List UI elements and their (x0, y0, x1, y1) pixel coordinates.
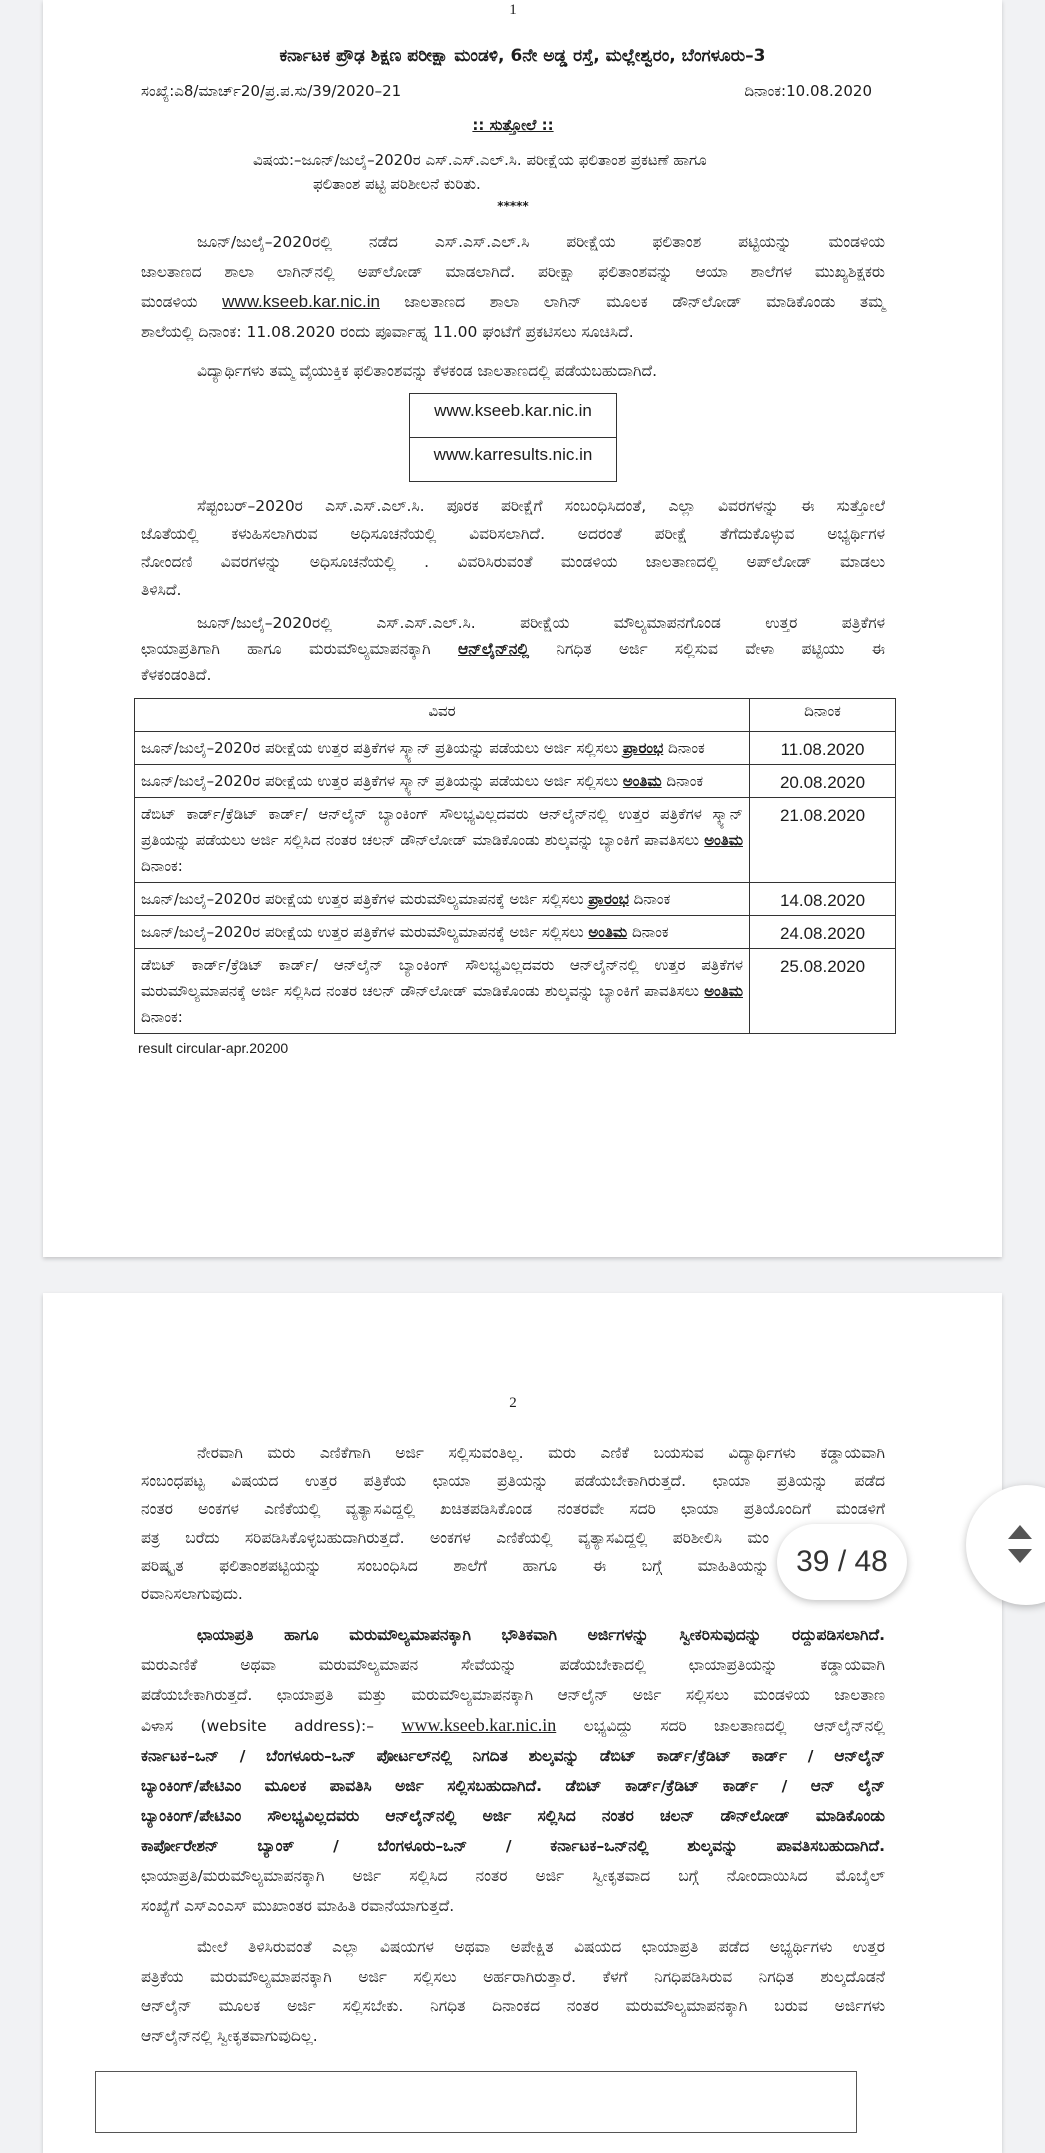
paragraph (141, 492, 885, 604)
table-row (135, 949, 896, 1034)
text-segment: ದಿನಾಂಕ (628, 890, 671, 908)
website-link[interactable]: www.kseeb.kar.nic.in (410, 394, 616, 438)
text-segment: ಲಭ್ಯವಿದ್ದು ಸದರಿ ಜಾಲತಾಣದಲ್ಲಿ ಆನ್‌ಲೈನ್‌ನಲ್ಲಿ (556, 1717, 886, 1736)
paragraph (141, 1620, 885, 1921)
text-line (141, 1801, 885, 1831)
emphasized-text: ಆನ್‌ಲೈನ್‌ನಲ್ಲಿ (457, 640, 530, 658)
emphasized-text: ಪ್ರಾರಂಭ (588, 890, 629, 908)
text-line (141, 1710, 885, 1741)
paragraph (141, 1933, 885, 2051)
text-line (141, 1580, 885, 1608)
text-segment: ಜಾಲತಾಣದ ಶಾಲಾ ಲಾಗಿನ್ ಮೂಲಕ ಡೌನ್‌ಲೋಡ್ ಮಾಡಿಕೊಂಡು ತಮ್ಮ (379, 293, 885, 311)
row-description (135, 949, 750, 1034)
text-line (141, 1495, 885, 1523)
text-segment: ದಿನಾಂಕ (627, 923, 669, 941)
row-date: 14.08.2020 (750, 883, 896, 916)
text-line (141, 1741, 885, 1771)
text-line (141, 228, 885, 258)
text-line (141, 548, 885, 576)
row-description (135, 916, 750, 949)
document-title: ಕರ್ನಾಟಕ ಪ್ರೌಢ ಶಿಕ್ಷಣ ಪರೀಕ್ಷಾ ಮಂಡಳಿ, 6ನೇ ಅಡ್ಡ ರಸ್ತೆ, ಮಲ್ಲೇಶ್ವರಂ, ಬೆಂಗಳೂರು–3 (279, 46, 766, 66)
text-segment: ನಂತರ ಅಂಕಗಳ ಎಣಿಕೆಯಲ್ಲಿ ವ್ಯತ್ಯಾಸವಿದ್ದಲ್ಲಿ ಖಚಿತಪಡಿಸಿಕೊಂಡ ನಂತರವೇ ಸದರಿ ಛಾಯಾ ಪ್ರತಿಯೊಂದಿಗೆ ಮಂಡಳಿಗೆ (141, 1500, 885, 1519)
page-number: 1 (509, 2, 517, 18)
text-segment: ಶಾಲೆಯಲ್ಲಿ ದಿನಾಂಕ: 11.08.2020 ರಂದು ಪೂರ್ವಾಹ್ನ 11.00 ಘಂಟೆಗೆ ಪ್ರಕಟಿಸಲು ಸೂಚಿಸಿದೆ. (141, 322, 634, 341)
text-line (141, 287, 885, 318)
table-row (135, 883, 896, 916)
text-segment: ಸಂಬಂಧಪಟ್ಟ ವಿಷಯದ ಉತ್ತರ ಪತ್ರಿಕೆಯ ಛಾಯಾ ಪ್ರತಿಯನ್ನು ಪಡೆಯಬೇಕಾಗಿರುತ್ತದೆ. ಛಾಯಾ ಪ್ರತಿಯನ್ನು ಪಡೆದ (141, 1472, 885, 1491)
fee-table-partial (95, 2071, 857, 2133)
text-line (141, 492, 885, 520)
paragraph (141, 359, 885, 383)
row-date: 11.08.2020 (750, 732, 896, 765)
text-segment: ಜೂನ್/ಜುಲೈ–2020ರ ಪರೀಕ್ಷೆಯ ಉತ್ತರ ಪತ್ರಿಕೆಗಳ ಮರುಮೌಲ್ಯಮಾಪನಕ್ಕೆ ಅರ್ಜಿ ಸಲ್ಲಿಸಲು (141, 923, 589, 941)
emphasized-text: ಅಂತಿಮ (622, 772, 662, 790)
text-line (141, 318, 885, 348)
paragraph (141, 228, 885, 347)
circular-date: ದಿನಾಂಕ:10.08.2020 (744, 82, 872, 100)
paragraph (141, 1439, 888, 1608)
separator-stars: ***** (497, 199, 529, 213)
table-row (135, 798, 896, 883)
column-header-date: ದಿನಾಂಕ (750, 699, 896, 732)
text-segment: ಮೇಲೆ ತಿಳಿಸಿರುವಂತೆ ಎಲ್ಲಾ ವಿಷಯಗಳ ಅಥವಾ ಅಪೇಕ್ಷಿತ ವಿಷಯದ ಛಾಯಾಪ್ರತಿ ಪಡೆದ ಅಭ್ಯರ್ಥಿಗಳು ಉತ್ತರ (197, 1938, 885, 1957)
reference-row (141, 80, 885, 102)
text-segment: ಆನ್‌ಲೈನ್ ಮೂಲಕ ಅರ್ಜಿ ಸಲ್ಲಿಸಬೇಕು. ನಿಗಧಿತ ದಿನಾಂಕದ ನಂತರ ಮರುಮೌಲ್ಯಮಾಪನಕ್ಕಾಗಿ ಬರುವ ಅರ್ಜಿಗಳು (141, 1997, 885, 2016)
text-line (141, 258, 885, 288)
text-segment: ದಿನಾಂಕ: (141, 857, 183, 875)
websites-box (409, 393, 617, 482)
text-segment: ಜೂನ್/ಜುಲೈ–2020ರಲ್ಲಿ ನಡೆದ ಎಸ್.ಎಸ್.ಎಲ್.ಸಿ ಪರೀಕ್ಷೆಯ ಫಲಿತಾಂಶ ಪಟ್ಟಿಯನ್ನು ಮಂಡಳಿಯ (197, 233, 885, 251)
text-line (141, 1933, 885, 1963)
table-row (135, 916, 896, 949)
text-segment: ಸೆಪ್ಟಂಬರ್–2020ರ ಎಸ್.ಎಸ್.ಎಲ್.ಸಿ. ಪೂರಕ ಪರೀಕ್ಷೆಗೆ ಸಂಬಂಧಿಸಿದಂತೆ, ಎಲ್ಲಾ ವಿವರಗಳನ್ನು ಈ ಸುತ್ತೋಲೆ (197, 497, 885, 515)
text-segment: ಜೂನ್/ಜುಲೈ–2020ರ ಪರೀಕ್ಷೆಯ ಉತ್ತರ ಪತ್ರಿಕೆಗಳ ಸ್ಕ್ಯಾನ್ ಪ್ರತಿಯನ್ನು ಪಡೆಯಲು ಅರ್ಜಿ ಸಲ್ಲಿಸಲು (141, 739, 623, 757)
text-segment: ಪಡೆಯಬೇಕಾಗಿರುತ್ತದೆ. ಛಾಯಾಪ್ರತಿ ಮತ್ತು ಮರುಮೌಲ್ಯಮಾಪನಕ್ಕಾಗಿ ಆನ್‌ಲೈನ್ ಅರ್ಜಿ ಸಲ್ಲಿಸಲು ಮಂಡಳಿಯ ಜಾಲತಾಣ (141, 1686, 885, 1705)
text-segment: ಡೆಬಿಟ್ ಕಾರ್ಡ್/ಕ್ರೆಡಿಟ್ ಕಾರ್ಡ್/ ಆನ್‌ಲೈನ್ ಬ್ಯಾಂಕಿಂಗ್ ಸೌಲಭ್ಯವಿಲ್ಲದವರು ಆನ್‌ಲೈನ್‌ನಲ್ಲಿ ಉತ್ತರ ಪತ್ರಿಕೆಗಳ ಮರುಮೌಲ್ಯಮಾಪನಕ್ಕೆ ಅರ್ಜಿ ಸಲ್ಲಿಸಿದ ನಂತರ ಚಲನ್ ಡೌನ್‌ಲೋಡ್ ಮಾಡಿಕೊಂಡು ಶುಲ್ಕವನ್ನು ಬ್ಯಾಂಕಿಗೆ ಪಾವತಿಸಲು (141, 956, 743, 1000)
circular-heading (141, 114, 885, 136)
text-segment: ದಿನಾಂಕ (663, 739, 705, 757)
text-segment: ಬ್ಯಾಂಕಿಂಗ್/ಪೇಟಿಎಂ ಮೂಲಕ ಪಾವತಿಸಿ ಅರ್ಜಿ ಸಲ್ಲಿಸಬಹುದಾಗಿದೆ. ಡೆಬಿಟ್ ಕಾರ್ಡ್/ಕ್ರೆಡಿಟ್ ಕಾರ್ಡ್ / ಆನ್ ಲೈನ್ (141, 1777, 885, 1796)
page-indicator: 39 / 48 (777, 1524, 907, 1600)
text-segment: ಪತ್ರ ಬರೆದು ಸರಿಪಡಿಸಿಕೊಳ್ಳಬಹುದಾಗಿರುತ್ತದೆ. ಅಂಕಗಳ ಎಣಿಕೆಯಲ್ಲಿ ವ್ಯತ್ಯಾಸವಿದ್ದಲ್ಲಿ ಪರಿಶೀಲಿಸಿ ಮಂ (141, 1528, 769, 1547)
text-line (141, 1467, 885, 1495)
text-line (141, 1831, 885, 1861)
text-segment: ಛಾಯಾಪ್ರತಿ ಹಾಗೂ ಮರುಮೌಲ್ಯಮಾಪನಕ್ಕಾಗಿ ಭೌತಿಕವಾಗಿ ಅರ್ಜಿಗಳನ್ನು ಸ್ವೀಕರಿಸುವುದನ್ನು ರದ್ದುಪಡಿಸಲಾಗಿದೆ. (197, 1626, 885, 1645)
website-link[interactable]: www.kseeb.kar.nic.in (222, 292, 380, 311)
row-date: 25.08.2020 (750, 949, 896, 1034)
row-description (135, 732, 750, 765)
text-segment: ಪತ್ರಿಕೆಯ ಮರುಮೌಲ್ಯಮಾಪನಕ್ಕಾಗಿ ಅರ್ಜಿ ಸಲ್ಲಿಸಲು ಅರ್ಹರಾಗಿರುತ್ತಾರೆ. ಕೆಳಗೆ ನಿಗಧಿಪಡಿಸಿರುವ ನಿಗಧಿತ ಶುಲ್ಕದೊಡನೆ (141, 1967, 885, 1986)
text-segment: ನಿಗಧಿತ ಅರ್ಜಿ ಸಲ್ಲಿಸುವ ವೇಳಾ ಪಟ್ಟಿಯು ಈ (529, 640, 886, 658)
schedule-table (134, 698, 896, 1034)
text-segment: ಜೂನ್/ಜುಲೈ–2020ರ ಪರೀಕ್ಷೆಯ ಉತ್ತರ ಪತ್ರಿಕೆಗಳ ಸ್ಕ್ಯಾನ್ ಪ್ರತಿಯನ್ನು ಪಡೆಯಲು ಅರ್ಜಿ ಸಲ್ಲಿಸಲು (141, 772, 623, 790)
text-segment: ಸಂಖ್ಯೆಗೆ ಎಸ್‌ಎಂಎಸ್ ಮುಖಾಂತರ ಮಾಹಿತಿ ರವಾನೆಯಾಗುತ್ತದೆ. (141, 1897, 455, 1916)
text-segment: ವಿಳಾಸ (website address):– (141, 1717, 402, 1736)
text-segment: ಛಾಯಾಪ್ರತಿಗಾಗಿ ಹಾಗೂ ಮರುಮೌಲ್ಯಮಾಪನಕ್ಕಾಗಿ (141, 640, 458, 658)
text-line (141, 520, 885, 548)
text-line (141, 1620, 885, 1650)
text-line (141, 576, 885, 604)
website-link[interactable]: www.karresults.nic.in (433, 445, 593, 464)
text-segment: ವಿದ್ಯಾರ್ಥಿಗಳು ತಮ್ಮ ವೈಯುಕ್ತಿಕ ಫಲಿತಾಂಶವನ್ನು ಕೆಳಕಂಡ ಜಾಲತಾಣದಲ್ಲಿ ಪಡೆಯಬಹುದಾಗಿದೆ. (197, 362, 658, 380)
text-line (141, 1771, 885, 1801)
text-segment: ತಿಳಿಸಿದೆ. (141, 581, 182, 599)
subject-line: ವಿಷಯ:–ಜೂನ್/ಜುಲೈ–2020ರ ಎಸ್.ಎಸ್.ಎಲ್.ಸಿ. ಪರೀಕ್ಷೆಯ ಫಲಿತಾಂಶ ಪ್ರಕಟಣೆ ಹಾಗೂ (253, 151, 707, 169)
circular-heading-text: :: ಸುತ್ತೋಲೆ :: (472, 116, 554, 134)
row-description (135, 883, 750, 916)
text-segment: ಪರಿಷ್ಕೃತ ಫಲಿತಾಂಶಪಟ್ಟಿಯನ್ನು ಸಂಬಂಧಿಸಿದ ಶಾಲೆಗೆ ಹಾಗೂ ಈ ಬಗ್ಗೆ ಮಾಹಿತಿಯನ್ನು (141, 1556, 769, 1575)
row-date: 24.08.2020 (750, 916, 896, 949)
subject-line: ಫಲಿತಾಂಶ ಪಟ್ಟಿ ಪರಿಶೀಲನೆ ಕುರಿತು. (313, 175, 481, 193)
text-line (141, 1552, 885, 1580)
text-segment: ರವಾನಿಸಲಾಗುವುದು. (141, 1585, 243, 1604)
text-segment: ಕರ್ನಾಟಕ–ಒನ್ / ಬೆಂಗಳೂರು–ಒನ್ ಪೋರ್ಟಲ್‌ನಲ್ಲಿ ನಿಗದಿತ ಶುಲ್ಕವನ್ನು ಡೆಬಿಟ್ ಕಾರ್ಡ್/ಕ್ರೆಡಿಟ್ ಕಾರ್ಡ್ / ಆನ್‌ಲೈನ್ (141, 1747, 885, 1766)
pdf-page-2 (43, 1293, 1002, 2153)
arrow-up-icon[interactable] (1008, 1525, 1032, 1539)
text-segment: ಡೆಬಿಟ್ ಕಾರ್ಡ್/ಕ್ರೆಡಿಟ್ ಕಾರ್ಡ್/ ಆನ್‌ಲೈನ್ ಬ್ಯಾಂಕಿಂಗ್ ಸೌಲಭ್ಯವಿಲ್ಲದವರು ಆನ್‌ಲೈನ್‌ನಲ್ಲಿ ಉತ್ತರ ಪತ್ರಿಕೆಗಳ ಸ್ಕ್ಯಾನ್ ಪ್ರತಿಯನ್ನು ಪಡೆಯಲು ಅರ್ಜಿ ಸಲ್ಲಿಸಿದ ನಂತರ ಚಲನ್ ಡೌನ್‌ಲೋಡ್ ಮಾಡಿಕೊಂಡು ಶುಲ್ಕವನ್ನು ಬ್ಯಾಂಕಿಗೆ ಪಾವತಿಸಲು (141, 805, 743, 849)
text-segment: ಕೆಳಕಂಡಂತಿದೆ. (141, 666, 212, 684)
text-segment: ಜೂನ್/ಜುಲೈ–2020ರ ಪರೀಕ್ಷೆಯ ಉತ್ತರ ಪತ್ರಿಕೆಗಳ ಮರುಮೌಲ್ಯಮಾಪನಕ್ಕೆ ಅರ್ಜಿ ಸಲ್ಲಿಸಲು (141, 890, 589, 908)
emphasized-text: ಪ್ರಾರಂಭ (622, 739, 664, 757)
paragraph (141, 610, 885, 688)
text-line (141, 662, 885, 688)
text-line (141, 1963, 885, 1993)
text-segment: ಬ್ಯಾಂಕಿಂಗ್/ಪೇಟಿಎಂ ಸೌಲಭ್ಯವಿಲ್ಲದವರು ಆನ್‌ಲೈನ್‌ನಲ್ಲಿ ಅರ್ಜಿ ಸಲ್ಲಿಸಿದ ನಂತರ ಚಲನ್ ಡೌನ್‌ಲೋಡ್ ಮಾಡಿಕೊಂಡು (141, 1807, 885, 1826)
text-line (141, 1439, 885, 1467)
text-segment: ನೋಂದಣಿ ವಿವರಗಳನ್ನು ಅಧಿಸೂಚನೆಯಲ್ಲಿ . ವಿವರಿಸಿರುವಂತೆ ಮಂಡಳಿಯ ಜಾಲತಾಣದಲ್ಲಿ ಅಪ್‌ಲೋಡ್ ಮಾಡಲು (141, 553, 885, 571)
text-segment: ಛಾಯಾಪ್ರತಿ/ಮರುಮೌಲ್ಯಮಾಪನಕ್ಕಾಗಿ ಅರ್ಜಿ ಸಲ್ಲಿಸಿದ ನಂತರ ಅರ್ಜಿ ಸ್ವೀಕೃತವಾದ ಬಗ್ಗೆ ನೋಂದಾಯಿಸಿದ ಮೊಬೈಲ್ (141, 1867, 885, 1886)
text-line (141, 2022, 885, 2052)
text-line (141, 636, 885, 662)
text-segment: ಕಾರ್ಪೋರೇಶನ್ ಬ್ಯಾಂಕ್ / ಬೆಂಗಳೂರು–ಒನ್ / ಕರ್ನಾಟಕ–ಒನ್‌ನಲ್ಲಿ ಶುಲ್ಕವನ್ನು ಪಾವತಿಸಬಹುದಾಗಿದೆ. (141, 1837, 885, 1856)
table-header-row (135, 699, 896, 732)
table-row (135, 732, 896, 765)
row-description (135, 765, 750, 798)
text-line (141, 1680, 885, 1710)
text-line (141, 1992, 885, 2022)
website-link[interactable]: www.kseeb.kar.nic.in (401, 1715, 557, 1736)
emphasized-text: ಅಂತಿಮ (588, 923, 628, 941)
text-segment: ಮಂಡಳಿಯ (141, 293, 223, 311)
text-segment: ನೇರವಾಗಿ ಮರು ಎಣಿಕೆಗಾಗಿ ಅರ್ಜಿ ಸಲ್ಲಿಸುವಂತಿಲ್ಲ. ಮರು ಎಣಿಕೆ ಬಯಸುವ ವಿದ್ಯಾರ್ಥಿಗಳು ಕಡ್ಡಾಯವಾಗಿ (197, 1444, 885, 1462)
text-segment: ಜೊತೆಯಲ್ಲಿ ಕಳುಹಿಸಲಾಗಿರುವ ಅಧಿಸೂಚನೆಯಲ್ಲಿ ವಿವರಿಸಲಾಗಿದೆ. ಅದರಂತೆ ಪರೀಕ್ಷೆ ತೆಗೆದುಕೊಳ್ಳುವ ಅಭ್ಯರ್ಥಿಗಳ (141, 525, 885, 543)
text-segment: ಮರುಎಣಿಕೆ ಅಥವಾ ಮರುಮೌಲ್ಯಮಾಪನ ಸೇವೆಯನ್ನು ಪಡೆಯಬೇಕಾದಲ್ಲಿ ಛಾಯಾಪ್ರತಿಯನ್ನು ಕಡ್ಡಾಯವಾಗಿ (141, 1656, 885, 1675)
text-line (141, 1524, 885, 1552)
page-number: 2 (509, 1395, 517, 1411)
text-line (141, 359, 885, 383)
text-line (141, 1650, 885, 1680)
pdf-page-1 (43, 0, 1002, 1257)
text-line (141, 1861, 885, 1891)
text-segment: ಜೂನ್/ಜುಲೈ–2020ರಲ್ಲಿ ಎಸ್.ಎಸ್.ಎಲ್.ಸಿ. ಪರೀಕ್ಷೆಯ ಮೌಲ್ಯಮಾಪನಗೊಂಡ ಉತ್ತರ ಪತ್ರಿಕೆಗಳ (197, 614, 885, 632)
text-segment: ಆನ್‌ಲೈನ್‌ನಲ್ಲಿ ಸ್ವೀಕೃತವಾಗುವುದಿಲ್ಲ. (141, 2026, 318, 2045)
document-footer: result circular-apr.20200 (138, 1040, 289, 1056)
text-segment: ದಿನಾಂಕ: (141, 1008, 183, 1026)
text-segment: ದಿನಾಂಕ (661, 772, 704, 790)
row-description (135, 798, 750, 883)
text-line (141, 610, 885, 636)
text-segment: ಜಾಲತಾಣದ ಶಾಲಾ ಲಾಗಿನ್‌ನಲ್ಲಿ ಅಪ್‌ಲೋಡ್ ಮಾಡಲಾಗಿದೆ. ಪರೀಕ್ಷಾ ಫಲಿತಾಂಶವನ್ನು ಆಯಾ ಶಾಲೆಗಳ ಮುಖ್ಯಶಿಕ್ಷಕರು (141, 262, 885, 281)
emphasized-text: ಅಂತಿಮ (704, 831, 743, 849)
arrow-down-icon[interactable] (1008, 1549, 1032, 1563)
row-date: 21.08.2020 (750, 798, 896, 883)
text-line (141, 1891, 885, 1921)
column-header-details: ವಿವರ (135, 699, 750, 732)
row-date: 20.08.2020 (750, 765, 896, 798)
reference-number: ಸಂಖ್ಯೆ:ಎ8/ಮಾರ್ಚ್20/ಪ್ರ.ಪ.ಸು/39/2020–21 (141, 82, 402, 100)
table-row (135, 765, 896, 798)
emphasized-text: ಅಂತಿಮ (704, 982, 743, 1000)
